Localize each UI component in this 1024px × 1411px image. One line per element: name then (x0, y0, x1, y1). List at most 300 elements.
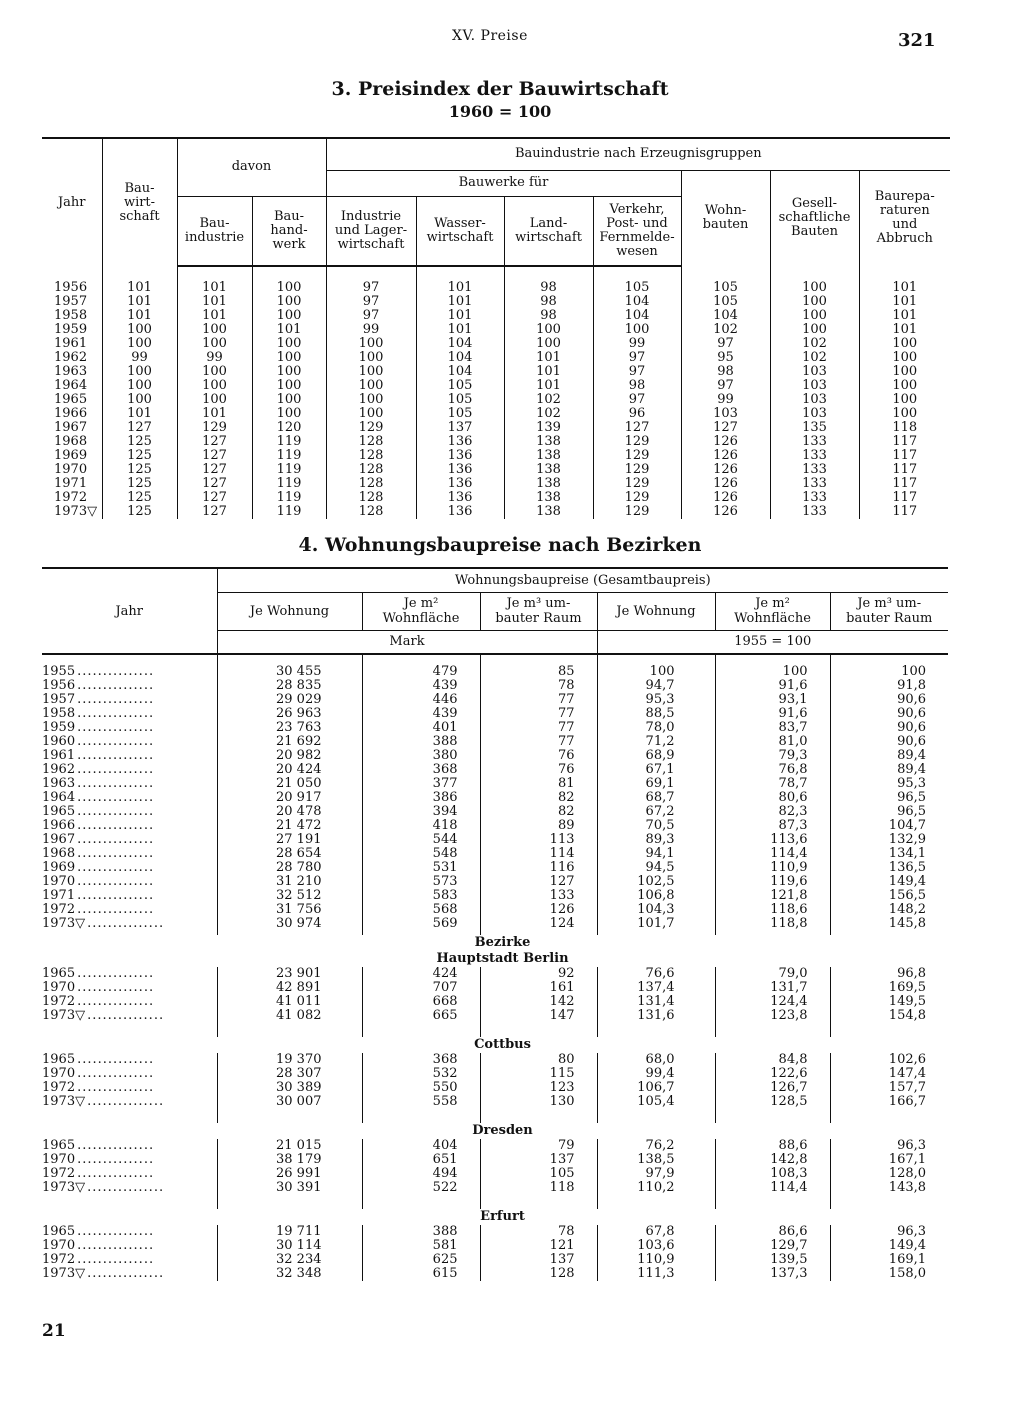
table-row (42, 1267, 948, 1281)
table-row (42, 791, 948, 805)
value-cell: 20 917 (217, 791, 362, 805)
value-cell: 105 (416, 407, 504, 421)
spacer-cell (715, 1109, 830, 1123)
value-cell: 97 (593, 351, 681, 365)
value-cell: 102 (504, 393, 593, 407)
value-cell: 26 991 (217, 1167, 362, 1181)
table-row (42, 903, 948, 917)
leader-dots: ............... (77, 735, 155, 749)
value-cell: 116 (480, 861, 597, 875)
spacer-cell (715, 654, 830, 665)
year-cell: 1957 (54, 294, 88, 309)
value-cell: 100 (830, 665, 948, 679)
value-cell: 19 711 (217, 1225, 362, 1239)
year-cell (42, 981, 217, 995)
value-cell: 439 (362, 679, 480, 693)
value-cell: 77 (480, 707, 597, 721)
year-cell (42, 1225, 217, 1239)
value-cell: 118,8 (715, 917, 830, 931)
year-label: 1965 (42, 805, 76, 819)
value-cell: 161 (480, 981, 597, 995)
value-cell: 125 (102, 477, 177, 491)
spacer-cell (859, 266, 950, 281)
value-cell: 98 (504, 309, 593, 323)
leader-dots: ............... (77, 995, 155, 1009)
value-cell: 377 (362, 777, 480, 791)
col-group-davon: davon (177, 138, 326, 196)
value-cell: 104 (416, 365, 504, 379)
value-cell: 105 (681, 281, 770, 295)
spacer-cell (42, 1109, 217, 1123)
value-cell: 128 (326, 435, 416, 449)
value-cell: 439 (362, 707, 480, 721)
value-cell: 100 (252, 365, 326, 379)
value-cell: 138,5 (597, 1153, 715, 1167)
value-cell: 136 (416, 435, 504, 449)
value-cell: 68,0 (597, 1053, 715, 1067)
value-cell: 117 (859, 449, 950, 463)
value-cell: 88,6 (715, 1139, 830, 1153)
value-cell: 100 (252, 393, 326, 407)
value-cell: 117 (859, 435, 950, 449)
value-cell: 147,4 (830, 1067, 948, 1081)
value-cell: 67,8 (597, 1225, 715, 1239)
unit-mark: Mark (217, 630, 597, 654)
value-cell: 99,4 (597, 1067, 715, 1081)
spacer-cell (715, 1195, 830, 1209)
spacer-cell (504, 266, 593, 281)
spacer-cell (362, 654, 480, 665)
table-row (42, 449, 950, 463)
year-cell (42, 693, 217, 707)
leader-dots: ............... (77, 749, 155, 763)
spacer-cell (42, 654, 217, 665)
value-cell: 20 982 (217, 749, 362, 763)
col-gesellschaftliche: Gesell- schaftliche Bauten (770, 170, 859, 266)
value-cell: 119 (252, 505, 326, 519)
value-cell: 128 (326, 491, 416, 505)
value-cell: 41 011 (217, 995, 362, 1009)
value-cell: 131,7 (715, 981, 830, 995)
value-cell: 100 (252, 295, 326, 309)
value-cell: 124,4 (715, 995, 830, 1009)
value-cell: 96,8 (830, 967, 948, 981)
year-cell: 1968 (54, 434, 88, 449)
year-label: 1972 (42, 903, 76, 917)
value-cell: 103 (770, 365, 859, 379)
value-cell: 71,2 (597, 735, 715, 749)
col-je-wohnung-mark: Je Wohnung (217, 592, 362, 630)
value-cell: 127 (177, 435, 252, 449)
year-cell: 1972 (54, 490, 88, 505)
col-jahr-4: Jahr (42, 568, 217, 654)
value-cell: 122,6 (715, 1067, 830, 1081)
year-cell (42, 1267, 217, 1281)
leader-dots: ............... (77, 875, 155, 889)
value-cell: 103 (770, 379, 859, 393)
spacer-cell (42, 1209, 217, 1225)
value-cell: 97 (681, 337, 770, 351)
value-cell: 85 (480, 665, 597, 679)
value-cell: 82 (480, 791, 597, 805)
value-cell: 78 (480, 1225, 597, 1239)
value-cell: 105 (416, 379, 504, 393)
value-cell: 418 (362, 819, 480, 833)
leader-dots: ............... (77, 1167, 155, 1181)
value-cell: 101 (504, 365, 593, 379)
value-cell: 100 (770, 309, 859, 323)
value-cell: 136 (416, 491, 504, 505)
table-row (42, 1253, 948, 1267)
page-number: 321 (898, 30, 936, 51)
signature-mark: 21 (42, 1321, 66, 1341)
value-cell: 101,7 (597, 917, 715, 931)
year-label: 1955 (42, 665, 76, 679)
value-cell: 102 (770, 337, 859, 351)
year-cell: 1967 (54, 420, 88, 435)
value-cell: 104 (416, 351, 504, 365)
leader-dots: ............... (77, 791, 155, 805)
year-label: 1972 (42, 1081, 76, 1095)
value-cell: 117 (859, 477, 950, 491)
value-cell: 110,2 (597, 1181, 715, 1195)
year-cell: 1963 (54, 364, 88, 379)
year-label: 1957 (42, 693, 76, 707)
table-row (42, 1167, 948, 1181)
value-cell: 103,6 (597, 1239, 715, 1253)
value-cell: 99 (177, 351, 252, 365)
year-label: 1965 (42, 967, 76, 981)
spacer-cell (480, 1195, 597, 1209)
table-row (42, 351, 950, 365)
value-cell: 91,6 (715, 707, 830, 721)
year-label: 1969 (42, 861, 76, 875)
value-cell: 105 (416, 393, 504, 407)
value-cell: 145,8 (830, 917, 948, 931)
year-cell (42, 749, 217, 763)
table-row (42, 763, 948, 777)
table-row (42, 847, 948, 861)
value-cell: 102,6 (830, 1053, 948, 1067)
table-row (42, 281, 950, 295)
value-cell: 67,2 (597, 805, 715, 819)
value-cell: 21 015 (217, 1139, 362, 1153)
spacer-cell (362, 1023, 480, 1037)
table-row (42, 1009, 948, 1023)
year-label: 1956 (42, 679, 76, 693)
value-cell: 127 (102, 421, 177, 435)
leader-dots: ............... (77, 1139, 155, 1153)
year-label: 1972 (42, 1167, 76, 1181)
value-cell: 121 (480, 1239, 597, 1253)
value-cell: 30 391 (217, 1181, 362, 1195)
value-cell: 128 (480, 1267, 597, 1281)
value-cell: 105 (681, 295, 770, 309)
value-cell: 401 (362, 721, 480, 735)
year-cell (42, 805, 217, 819)
value-cell: 68,7 (597, 791, 715, 805)
year-cell (42, 679, 217, 693)
leader-dots: ............... (77, 721, 155, 735)
value-cell: 78 (480, 679, 597, 693)
value-cell: 90,6 (830, 721, 948, 735)
col-wasserwirtschaft: Wasser- wirtschaft (416, 196, 504, 266)
spacer-cell (830, 1195, 948, 1209)
col-je-wohnung-index: Je Wohnung (597, 592, 715, 630)
year-cell (42, 721, 217, 735)
spacer-cell (597, 1023, 715, 1037)
value-cell: 92 (480, 967, 597, 981)
value-cell: 101 (177, 295, 252, 309)
value-cell: 119 (252, 449, 326, 463)
value-cell: 101 (252, 323, 326, 337)
value-cell: 110,9 (715, 861, 830, 875)
value-cell: 119 (252, 477, 326, 491)
value-cell: 125 (102, 435, 177, 449)
leader-dots: ............... (77, 1081, 155, 1095)
year-cell (42, 791, 217, 805)
year-label: 1970 (42, 981, 76, 995)
value-cell: 114,4 (715, 847, 830, 861)
year-cell (42, 875, 217, 889)
value-cell: 129 (593, 435, 681, 449)
table-row (42, 833, 948, 847)
value-cell: 129 (593, 505, 681, 519)
year-label: 1973▽ (42, 1267, 86, 1281)
col-je-m3-index: Je m³ um- bauter Raum (830, 592, 948, 630)
value-cell: 89 (480, 819, 597, 833)
value-cell: 127 (593, 421, 681, 435)
table-row (42, 365, 950, 379)
leader-dots: ............... (77, 903, 155, 917)
value-cell: 129 (593, 463, 681, 477)
value-cell: 79,0 (715, 967, 830, 981)
value-cell: 100 (593, 323, 681, 337)
value-cell: 100 (102, 379, 177, 393)
value-cell: 100 (326, 393, 416, 407)
group-label-row (42, 1123, 948, 1139)
row-spacer (42, 1023, 948, 1037)
value-cell: 138 (504, 477, 593, 491)
value-cell: 19 370 (217, 1053, 362, 1067)
district-name: Dresden (472, 1123, 533, 1138)
table-row (42, 889, 948, 903)
value-cell: 95,3 (830, 777, 948, 791)
value-cell: 169,1 (830, 1253, 948, 1267)
year-cell (42, 1067, 217, 1081)
col-group-bauindustrie: Bauindustrie nach Erzeugnisgruppen (326, 138, 950, 170)
value-cell: 100 (252, 309, 326, 323)
value-cell: 136 (416, 505, 504, 519)
value-cell: 101 (416, 281, 504, 295)
table3-spacer (42, 266, 950, 281)
leader-dots: ............... (77, 665, 155, 679)
col-wohnbauten: Wohn- bauten (681, 170, 770, 266)
spacer-cell (770, 266, 859, 281)
value-cell: 94,5 (597, 861, 715, 875)
group-label-row (42, 1037, 948, 1053)
value-cell: 166,7 (830, 1095, 948, 1109)
value-cell: 100 (252, 351, 326, 365)
value-cell: 100 (859, 365, 950, 379)
year-label: 1973▽ (42, 1095, 86, 1109)
year-cell (42, 819, 217, 833)
value-cell: 98 (681, 365, 770, 379)
leader-dots: ............... (77, 847, 155, 861)
value-cell: 20 478 (217, 805, 362, 819)
value-cell: 665 (362, 1009, 480, 1023)
value-cell: 93,1 (715, 693, 830, 707)
value-cell: 41 082 (217, 1009, 362, 1023)
value-cell: 100 (177, 365, 252, 379)
value-cell: 101 (504, 379, 593, 393)
spacer-cell (42, 951, 217, 967)
value-cell: 95,3 (597, 693, 715, 707)
spacer-cell (681, 266, 770, 281)
value-cell: 424 (362, 967, 480, 981)
value-cell: 31 756 (217, 903, 362, 917)
year-cell: 1962 (54, 350, 88, 365)
value-cell: 115 (480, 1067, 597, 1081)
value-cell: 96,5 (830, 791, 948, 805)
value-cell: 79 (480, 1139, 597, 1153)
district-name: Cottbus (474, 1037, 531, 1052)
table-row (42, 421, 950, 435)
value-cell: 143,8 (830, 1181, 948, 1195)
year-cell (42, 833, 217, 847)
value-cell: 87,3 (715, 819, 830, 833)
value-cell: 139,5 (715, 1253, 830, 1267)
value-cell: 368 (362, 1053, 480, 1067)
year-cell (42, 967, 217, 981)
table-row (42, 407, 950, 421)
value-cell: 126 (681, 477, 770, 491)
col-industrie: Industrie und Lager- wirtschaft (326, 196, 416, 266)
value-cell: 100 (177, 393, 252, 407)
table-row (42, 917, 948, 931)
year-label: 1964 (42, 791, 76, 805)
value-cell: 97 (326, 309, 416, 323)
col-jahr: Jahr (42, 138, 102, 266)
value-cell: 77 (480, 721, 597, 735)
value-cell: 28 835 (217, 679, 362, 693)
value-cell: 38 179 (217, 1153, 362, 1167)
table-row (42, 1225, 948, 1239)
value-cell: 167,1 (830, 1153, 948, 1167)
value-cell: 558 (362, 1095, 480, 1109)
value-cell: 99 (593, 337, 681, 351)
col-baureparaturen: Baurepa- raturen und Abbruch (859, 170, 950, 266)
spacer-cell (480, 1109, 597, 1123)
value-cell: 32 348 (217, 1267, 362, 1281)
value-cell: 573 (362, 875, 480, 889)
value-cell: 97 (593, 393, 681, 407)
spacer-cell (42, 1123, 217, 1139)
value-cell: 131,4 (597, 995, 715, 1009)
spacer-cell (416, 266, 504, 281)
value-cell: 133 (770, 477, 859, 491)
value-cell: 127 (177, 449, 252, 463)
value-cell: 129 (593, 491, 681, 505)
value-cell: 104 (416, 337, 504, 351)
spacer-cell (177, 266, 252, 281)
value-cell: 100 (102, 337, 177, 351)
value-cell: 137 (416, 421, 504, 435)
year-cell (42, 707, 217, 721)
value-cell: 124 (480, 917, 597, 931)
value-cell: 380 (362, 749, 480, 763)
value-cell: 158,0 (830, 1267, 948, 1281)
year-cell (42, 665, 217, 679)
spacer-cell (830, 654, 948, 665)
table-row (42, 1081, 948, 1095)
value-cell: 569 (362, 917, 480, 931)
leader-dots: ............... (87, 1009, 165, 1023)
value-cell: 100 (504, 337, 593, 351)
leader-dots: ............... (77, 1153, 155, 1167)
value-cell: 133 (770, 491, 859, 505)
value-cell: 102 (770, 351, 859, 365)
table-row (42, 777, 948, 791)
year-label: 1968 (42, 847, 76, 861)
year-label: 1961 (42, 749, 76, 763)
year-cell (42, 903, 217, 917)
value-cell: 121,8 (715, 889, 830, 903)
value-cell: 100 (326, 379, 416, 393)
value-cell: 651 (362, 1153, 480, 1167)
value-cell: 90,6 (830, 693, 948, 707)
year-label: 1966 (42, 819, 76, 833)
value-cell: 119 (252, 463, 326, 477)
value-cell: 100 (326, 365, 416, 379)
table-row (42, 981, 948, 995)
value-cell: 28 307 (217, 1067, 362, 1081)
value-cell: 100 (252, 337, 326, 351)
value-cell: 548 (362, 847, 480, 861)
value-cell: 113 (480, 833, 597, 847)
table-row (42, 1095, 948, 1109)
value-cell: 77 (480, 735, 597, 749)
value-cell: 128 (326, 463, 416, 477)
value-cell: 100 (102, 323, 177, 337)
year-label: 1965 (42, 1053, 76, 1067)
value-cell: 101 (416, 323, 504, 337)
value-cell: 148,2 (830, 903, 948, 917)
table-row (42, 679, 948, 693)
value-cell: 128 (326, 505, 416, 519)
value-cell: 544 (362, 833, 480, 847)
value-cell: 101 (177, 407, 252, 421)
row-spacer (42, 1195, 948, 1209)
leader-dots: ............... (87, 1095, 165, 1109)
value-cell: 101 (102, 281, 177, 295)
year-label: 1967 (42, 833, 76, 847)
col-bauindustrie: Bau- industrie (177, 196, 252, 266)
value-cell: 100 (770, 281, 859, 295)
spacer-cell (217, 1195, 362, 1209)
spacer-cell (42, 266, 102, 281)
value-cell: 27 191 (217, 833, 362, 847)
spacer-cell (830, 1109, 948, 1123)
table-row (42, 875, 948, 889)
value-cell: 96,5 (830, 805, 948, 819)
value-cell: 120 (252, 421, 326, 435)
leader-dots: ............... (77, 981, 155, 995)
value-cell: 81,0 (715, 735, 830, 749)
value-cell: 83,7 (715, 721, 830, 735)
district-name: Erfurt (480, 1209, 525, 1224)
value-cell: 105 (480, 1167, 597, 1181)
